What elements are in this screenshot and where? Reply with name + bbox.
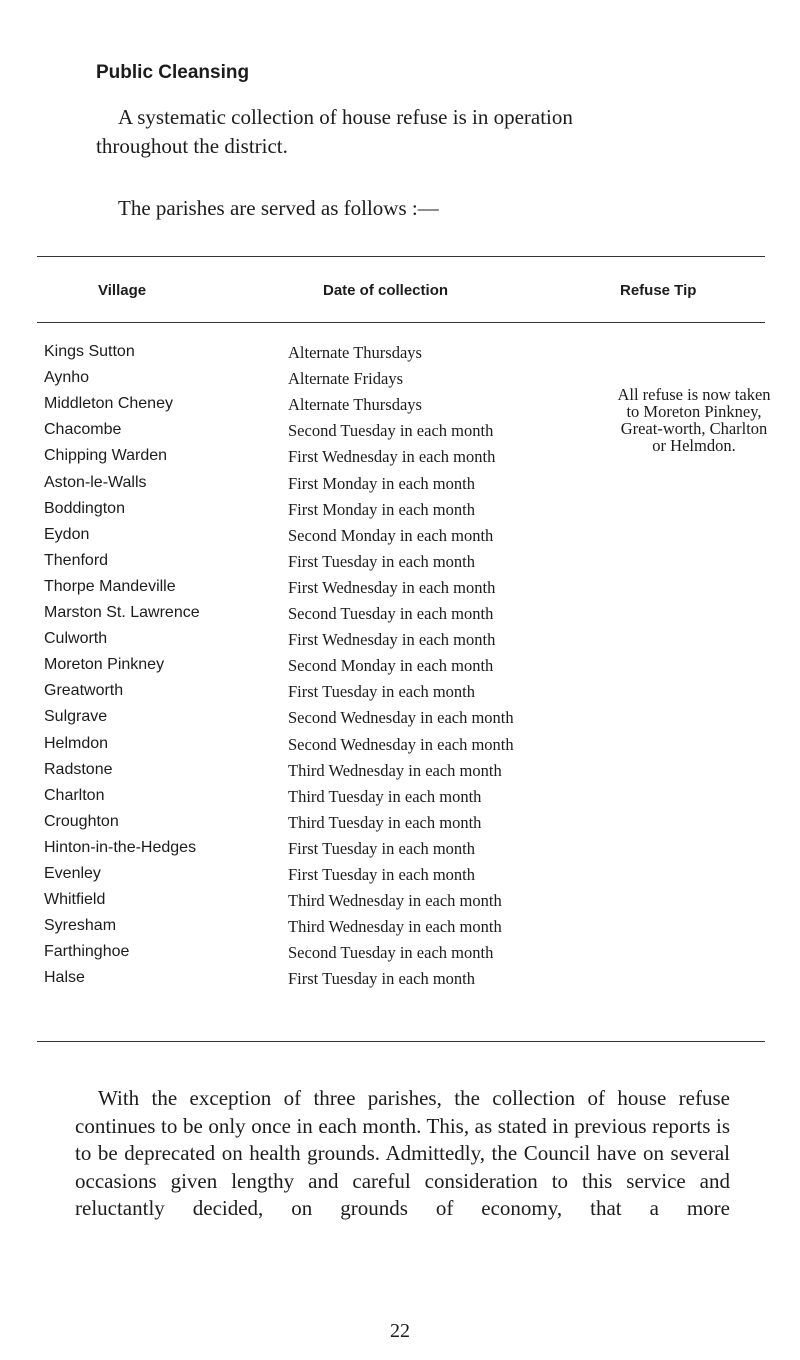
- collection-date: First Monday in each month: [288, 499, 475, 519]
- table-row: [0, 839, 800, 865]
- collection-date: Second Monday in each month: [288, 656, 494, 676]
- table-row: [0, 604, 800, 630]
- collection-date: First Wednesday in each month: [288, 577, 496, 597]
- village-name: Whitfield: [44, 891, 106, 909]
- village-name: Aynho: [44, 369, 90, 387]
- intro-line-1: A systematic collection of house refuse is in operation: [118, 105, 573, 129]
- collection-date: First Tuesday in each month: [288, 969, 476, 989]
- section-title: Public Cleansing: [96, 62, 250, 83]
- collection-date: Second Tuesday in each month: [288, 943, 494, 963]
- collection-date: Third Tuesday in each month: [288, 812, 482, 832]
- table-row: [0, 656, 800, 682]
- table-row: [0, 343, 800, 369]
- collection-date: First Monday in each month: [288, 473, 475, 493]
- village-name: Middleton Cheney: [44, 395, 173, 413]
- table-row: [0, 526, 800, 552]
- table-row: [0, 578, 800, 604]
- intro-text: [96, 103, 736, 161]
- village-name: Thenford: [44, 551, 109, 569]
- village-name: Syresham: [44, 917, 117, 935]
- table-row: [0, 682, 800, 708]
- village-name: Marston St. Lawrence: [44, 604, 200, 621]
- collection-date: First Tuesday in each month: [288, 838, 476, 858]
- table-row: [0, 500, 800, 526]
- village-name: Charlton: [44, 786, 105, 804]
- table-row: [0, 761, 800, 787]
- village-name: Helmdon: [44, 734, 109, 752]
- collection-date: Alternate Fridays: [288, 369, 404, 389]
- column-header-tip: Refuse Tip: [620, 282, 697, 299]
- table-row: [0, 891, 800, 917]
- table-row: [0, 865, 800, 891]
- table-row: [0, 917, 800, 943]
- collection-date: Third Wednesday in each month: [288, 760, 502, 780]
- table-row: [0, 630, 800, 656]
- village-name: Hinton-in-the-Hedges: [44, 838, 197, 856]
- table-row: [0, 813, 800, 839]
- collection-date: First Wednesday in each month: [288, 447, 496, 467]
- collection-date: Alternate Thursdays: [288, 395, 422, 415]
- village-name: Evenley: [44, 865, 101, 882]
- village-name: Eydon: [44, 525, 90, 543]
- village-name: Thorpe Mandeville: [44, 577, 176, 595]
- village-name: Farthinghoe: [44, 943, 130, 961]
- intro-line-2: throughout the district.: [96, 134, 288, 158]
- table-row: [0, 735, 800, 761]
- village-name: Moreton Pinkney: [44, 656, 165, 674]
- collection-date: Second Wednesday in each month: [288, 734, 514, 754]
- village-name: Greatworth: [44, 682, 124, 700]
- column-header-date: Date of collection: [323, 282, 449, 299]
- village-name: Culworth: [44, 630, 108, 648]
- village-name: Halse: [44, 969, 85, 987]
- village-name: Chipping Warden: [44, 447, 168, 465]
- collection-date: Third Wednesday in each month: [288, 891, 502, 911]
- collection-date: Alternate Thursdays: [288, 343, 422, 362]
- village-name: Aston-le-Walls: [44, 473, 147, 491]
- table-header-rule: [37, 322, 765, 323]
- collection-date: First Tuesday in each month: [288, 682, 476, 702]
- table-row: [0, 474, 800, 500]
- table-bottom-rule: [37, 1041, 765, 1042]
- collection-date: Third Tuesday in each month: [288, 786, 482, 806]
- collection-date: Third Wednesday in each month: [288, 917, 502, 937]
- collection-date: First Wednesday in each month: [288, 630, 496, 650]
- column-header-village: Village: [98, 282, 147, 299]
- refuse-tip-note: All refuse is now taken to Moreton Pinkney, Great-worth, Charlton or Helmdon.: [617, 385, 771, 455]
- village-name: Croughton: [44, 812, 119, 830]
- table-row: [0, 969, 800, 995]
- served-text: The parishes are served as follows :—: [118, 196, 439, 220]
- collection-date: Second Tuesday in each month: [288, 604, 494, 623]
- village-name: Radstone: [44, 760, 113, 778]
- table-top-rule: [37, 256, 765, 257]
- table-row: [0, 943, 800, 969]
- collection-date: First Tuesday in each month: [288, 865, 476, 884]
- collection-date: Second Wednesday in each month: [288, 708, 514, 728]
- table-row: [0, 787, 800, 813]
- collection-date: First Tuesday in each month: [288, 551, 476, 571]
- table-row: [0, 708, 800, 734]
- collection-date: Second Tuesday in each month: [288, 421, 494, 441]
- village-name: Chacombe: [44, 421, 122, 439]
- table-row: [0, 552, 800, 578]
- closing-paragraph: With the exception of three parishes, the collection of house refuse continues to be only once in each month. This, as stated in previous reports is to be deprecated on health grounds. Admittedly, the Council have on several occasions given lengthy and careful consideration to this service and reluctantly decided, on grounds of economy, that a more: [75, 1086, 730, 1220]
- page-number: 22: [390, 1320, 410, 1342]
- village-name: Kings Sutton: [44, 343, 135, 360]
- collection-date: Second Monday in each month: [288, 525, 494, 545]
- village-name: Sulgrave: [44, 708, 108, 726]
- village-name: Boddington: [44, 499, 125, 517]
